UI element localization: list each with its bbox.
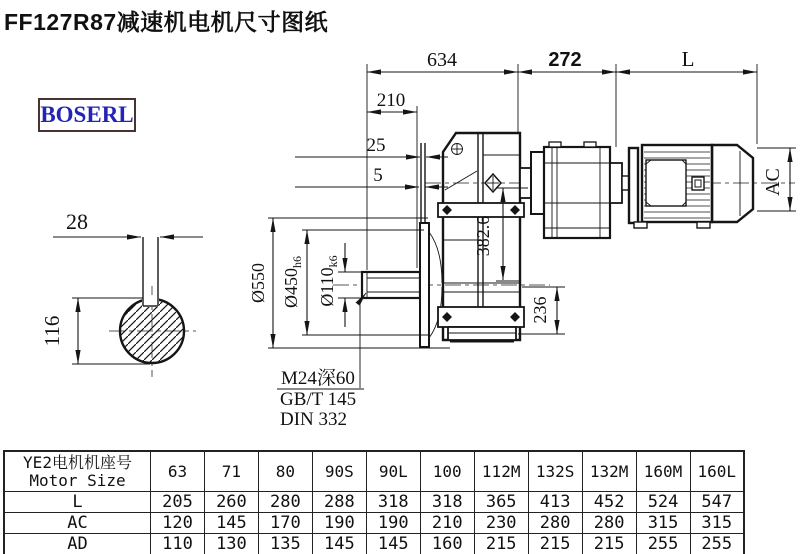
- dim-d550-label: Ø550: [248, 263, 268, 303]
- dim-28-label: 28: [66, 209, 88, 234]
- row-label: AC: [4, 513, 151, 534]
- motor: [629, 145, 753, 228]
- row-label: AD: [4, 534, 151, 554]
- col-header: 100: [420, 451, 474, 492]
- dim-AC-label: AC: [762, 168, 784, 196]
- note-gbt: GB/T 145: [280, 389, 357, 410]
- dim-d110-label: $Ø110_{k6}$: [317, 255, 340, 307]
- row-label: L: [4, 492, 151, 513]
- table-cell: 547: [690, 492, 744, 513]
- table-cell: 365: [474, 492, 528, 513]
- col-header: 90S: [312, 451, 366, 492]
- motor-size-header: [4, 451, 151, 492]
- table-cell: 255: [690, 534, 744, 554]
- motor-size-header-cn: YE2电机机座号: [23, 452, 132, 472]
- dim-236-label: 236: [530, 296, 550, 324]
- dim-d450-label: $Ø450_{h6}$: [281, 256, 304, 308]
- col-header: 160L: [690, 451, 744, 492]
- col-header: 71: [204, 451, 258, 492]
- thread-notes: [277, 293, 366, 430]
- table-cell: 280: [528, 513, 582, 534]
- dim-382-label: 382.6: [473, 215, 493, 257]
- table-cell: 318: [420, 492, 474, 513]
- table-cell: 215: [474, 534, 528, 554]
- table-cell: 160: [420, 534, 474, 554]
- table-cell: 135: [258, 534, 312, 554]
- col-header: 132S: [528, 451, 582, 492]
- table-cell: 280: [258, 492, 312, 513]
- table-cell: 145: [312, 534, 366, 554]
- table-cell: 170: [258, 513, 312, 534]
- table-cell: 413: [528, 492, 582, 513]
- motor-size-header-en: Motor Size: [29, 470, 126, 490]
- table-cell: 315: [636, 513, 690, 534]
- table-header-row: [4, 451, 744, 492]
- dim-5-label: 5: [373, 165, 383, 186]
- col-header: 112M: [474, 451, 528, 492]
- table-cell: 230: [474, 513, 528, 534]
- table-cell: 280: [582, 513, 636, 534]
- table-cell: 120: [151, 513, 205, 534]
- table-cell: 215: [528, 534, 582, 554]
- brand-logo: BOSERL: [38, 98, 136, 132]
- table-cell: 145: [204, 513, 258, 534]
- table-cell: 190: [366, 513, 420, 534]
- col-header: 160M: [636, 451, 690, 492]
- table-cell: 260: [204, 492, 258, 513]
- table-cell: 215: [582, 534, 636, 554]
- table-cell: 452: [582, 492, 636, 513]
- table-row-AC: [4, 513, 744, 534]
- table-cell: 255: [636, 534, 690, 554]
- note-tap: M24深60: [281, 368, 355, 389]
- table-cell: 145: [366, 534, 420, 554]
- table-cell: 315: [690, 513, 744, 534]
- table-cell: 318: [366, 492, 420, 513]
- dim-25-label: 25: [366, 135, 386, 156]
- dim-L-label: L: [681, 47, 695, 71]
- table-row-L: [4, 492, 744, 513]
- motor-size-table: [3, 450, 745, 554]
- col-header: 132M: [582, 451, 636, 492]
- table-cell: 524: [636, 492, 690, 513]
- gearbox-housing: [362, 133, 524, 347]
- table-cell: 110: [151, 534, 205, 554]
- table-cell: 288: [312, 492, 366, 513]
- note-din: DIN 332: [280, 409, 348, 430]
- table-cell: 130: [204, 534, 258, 554]
- dim-272-label: 272: [548, 49, 582, 71]
- shaft-section-detail: [40, 209, 203, 377]
- table-cell: 210: [420, 513, 474, 534]
- dim-116-label: 116: [40, 315, 64, 347]
- page-title: FF127R87减速机电机尺寸图纸: [4, 9, 329, 35]
- col-header: 80: [258, 451, 312, 492]
- table-cell: 205: [151, 492, 205, 513]
- col-header: 90L: [366, 451, 420, 492]
- table-cell: 190: [312, 513, 366, 534]
- table-row-AD: [4, 534, 744, 554]
- helical-stage: [520, 142, 629, 238]
- dim-634-label: 634: [427, 49, 457, 71]
- col-header: 63: [151, 451, 205, 492]
- dim-210-label: 210: [376, 90, 406, 111]
